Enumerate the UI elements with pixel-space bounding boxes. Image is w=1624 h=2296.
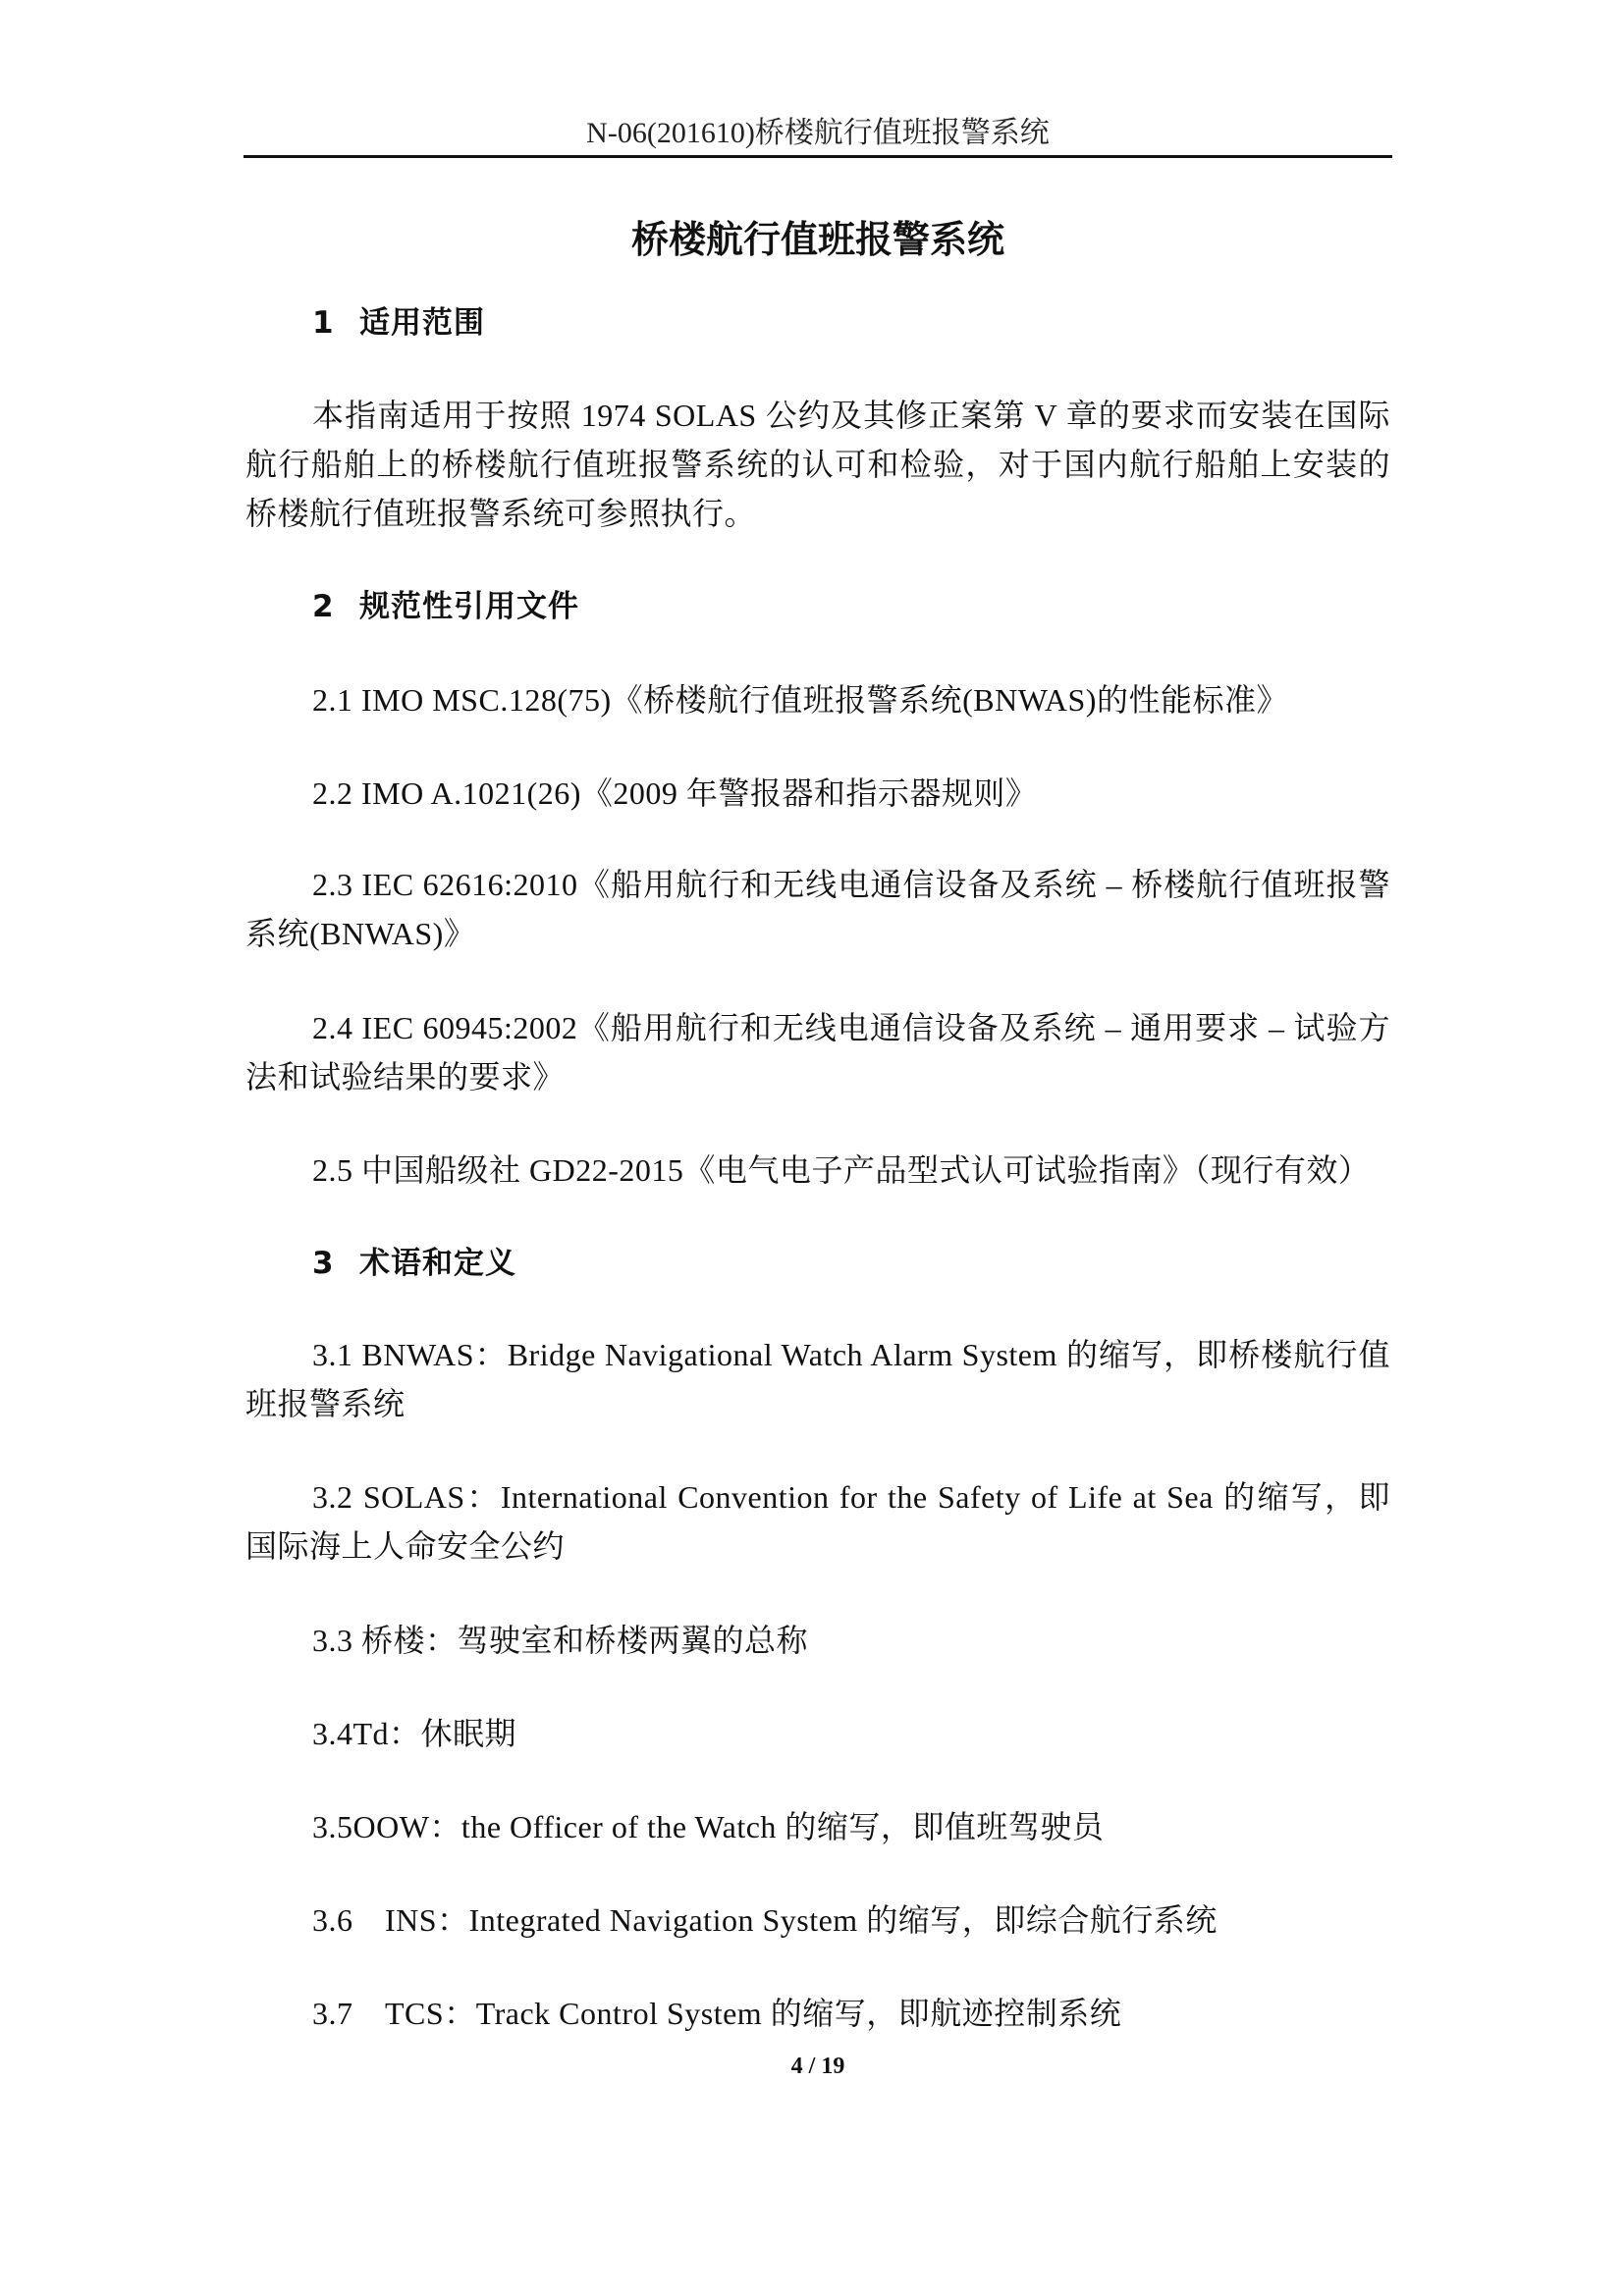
header-rule <box>244 155 1392 158</box>
reference-item-2-3: 2.3 IEC 62616:2010《船用航行和无线电通信设备及系统 – 桥楼航行值班报警系统(BNWAS)》 <box>245 867 1390 951</box>
reference-item-2-5: 2.5 中国船级社 GD22-2015《电气电子产品型式认可试验指南》（现行有效） <box>312 1152 1371 1188</box>
definition-item-3-2: 3.2 SOLAS：International Convention for the Safety of Life at Sea 的缩写，即国际海上人命安全公约 <box>245 1479 1390 1564</box>
section-number: 3 <box>312 1246 335 1281</box>
section-3-heading <box>245 1239 1457 1288</box>
definition-item-3-3: 3.3 桥楼：驾驶室和桥楼两翼的总称 <box>312 1623 809 1658</box>
section-2-heading <box>245 582 1457 631</box>
definition-item-3-4: 3.4Td：休眠期 <box>312 1716 517 1751</box>
section-heading-text: 规范性引用文件 <box>359 589 579 624</box>
reference-item-2-1: 2.1 IMO MSC.128(75)《桥楼航行值班报警系统(BNWAS)的性能标准》 <box>312 682 1288 718</box>
section-1-paragraph: 本指南适用于按照 1974 SOLAS 公约及其修正案第 V 章的要求而安装在国际航行船舶上的桥楼航行值班报警系统的认可和检验，对于国内航行船舶上安装的桥楼航行值班报警系统可参照执行。 <box>245 398 1390 531</box>
section-number: 2 <box>312 589 335 624</box>
running-header: N-06(201610)桥楼航行值班报警系统 <box>586 117 1050 149</box>
definition-item-3-6: 3.6 INS：Integrated Navigation System 的缩写，即综合航行系统 <box>312 1902 1218 1938</box>
definition-item-3-5: 3.5OOW：the Officer of the Watch 的缩写，即值班驾驶员 <box>312 1809 1105 1844</box>
document-title: 桥楼航行值班报警系统 <box>630 218 1004 261</box>
section-heading-text: 术语和定义 <box>359 1246 516 1281</box>
section-number: 1 <box>312 305 335 341</box>
definition-item-3-1: 3.1 BNWAS：Bridge Navigational Watch Alarm System 的缩写，即桥楼航行值班报警系统 <box>245 1337 1390 1421</box>
reference-item-2-2: 2.2 IMO A.1021(26)《2009 年警报器和指示器规则》 <box>312 775 1038 811</box>
section-heading-text: 适用范围 <box>359 305 485 341</box>
page-number: 4 / 19 <box>790 2054 845 2079</box>
reference-item-2-4: 2.4 IEC 60945:2002《船用航行和无线电通信设备及系统 – 通用要求 – 试验方法和试验结果的要求》 <box>245 1010 1390 1095</box>
definition-item-3-7: 3.7 TCS：Track Control System 的缩写，即航迹控制系统 <box>312 1996 1122 2031</box>
section-1-heading <box>245 298 1457 347</box>
